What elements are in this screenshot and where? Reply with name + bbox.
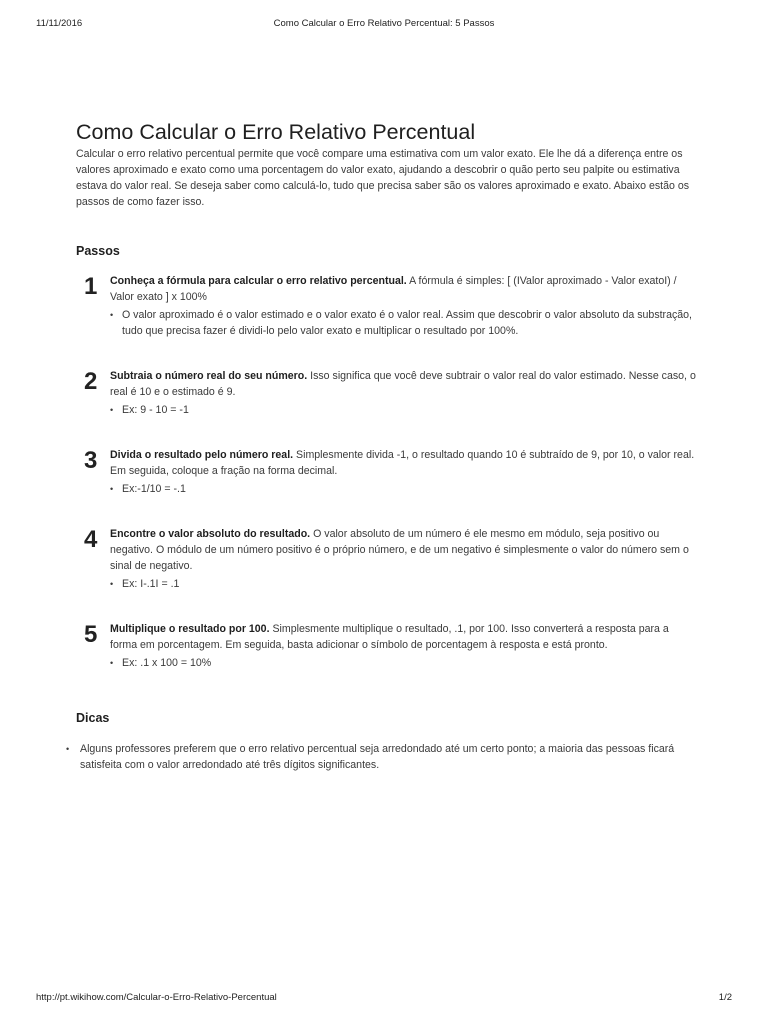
step-bullet: • Ex:-1/10 = -.1 bbox=[110, 481, 698, 497]
step bbox=[76, 273, 698, 339]
print-document-title: Como Calcular o Erro Relativo Percentual: 5 Passos bbox=[273, 18, 495, 29]
article-title: Como Calcular o Erro Relativo Percentual bbox=[76, 120, 476, 144]
step-bullets bbox=[110, 402, 698, 418]
step-description: Simplesmente divida -1, o resultado quando 10 é subtraído de 9, por 10, o valor real. Em seguida, coloque a fração na forma decimal. bbox=[110, 449, 695, 477]
tip-item: • Alguns professores preferem que o erro relativo percentual seja arredondado até um certo ponto; a maioria das pessoas ficará satisfeita com o valor arredondado até três dígitos significantes. bbox=[76, 741, 698, 773]
step-number: 4 bbox=[84, 526, 98, 553]
page-number: 1/2 bbox=[718, 992, 732, 1003]
article-intro: Calcular o erro relativo percentual permite que você compare uma estimativa com um valor exato. Ele lhe dá a diferença entre os valores aproximado e exato como uma porcentagem do valor exato, ajudando a descobrir o quão perto seu palpite ou estimativa estava do valor real. Se deseja saber como calculá-lo, tudo que precisa saber são os valores aproximado e exato. Abaixo estão os passos de como fazer isso. bbox=[76, 148, 690, 208]
step-text bbox=[110, 447, 698, 479]
step-summary: Subtraia o número real do seu número. bbox=[110, 370, 308, 382]
step-summary: Multiplique o resultado por 100. bbox=[110, 623, 270, 635]
steps-list bbox=[76, 273, 698, 671]
step-summary: Encontre o valor absoluto do resultado. bbox=[110, 528, 311, 540]
step-number: 3 bbox=[84, 447, 98, 474]
step bbox=[76, 526, 698, 592]
step bbox=[76, 368, 698, 418]
source-url: http://pt.wikihow.com/Calcular-o-Erro-Relativo-Percentual bbox=[36, 992, 277, 1003]
step-bullets bbox=[110, 655, 698, 671]
step-summary: Divida o resultado pelo número real. bbox=[110, 449, 294, 461]
step-text bbox=[110, 621, 698, 653]
step-text bbox=[110, 368, 698, 400]
step-bullets bbox=[110, 481, 698, 497]
step-description: A fórmula é simples: [ (IValor aproximado - Valor exatoI) / Valor exato ] x 100% bbox=[110, 275, 677, 303]
article bbox=[76, 118, 698, 773]
step-bullets bbox=[110, 576, 698, 592]
step-summary: Conheça a fórmula para calcular o erro relativo percentual. bbox=[110, 275, 407, 287]
step-description: O valor absoluto de um número é ele mesmo em módulo, seja positivo ou negativo. O módulo de um número positivo é o próprio número, e de um negativo é simplesmente o valor do número sem o sinal de negativo. bbox=[110, 528, 689, 572]
print-header bbox=[36, 18, 732, 32]
print-date: 11/11/2016 bbox=[36, 18, 83, 29]
step bbox=[76, 447, 698, 497]
step-text bbox=[110, 273, 698, 305]
step bbox=[76, 621, 698, 671]
step-number: 2 bbox=[84, 368, 98, 395]
step-description: Simplesmente multiplique o resultado, .1, por 100. Isso converterá a resposta para a forma em porcentagem. Em seguida, basta adicionar o símbolo de porcentagem à resposta e está pronto. bbox=[110, 623, 669, 651]
step-bullet: • Ex: I-.1I = .1 bbox=[110, 576, 698, 592]
step-bullet: • Ex: 9 - 10 = -1 bbox=[110, 402, 698, 418]
step-bullet: • O valor aproximado é o valor estimado e o valor exato é o valor real. Assim que descobrir o valor absoluto da substração, tudo que precisa fazer é dividi-lo pelo valor exato e multiplicar o resultado por 100%. bbox=[110, 307, 698, 339]
print-footer bbox=[36, 992, 732, 1006]
steps-heading: Passos bbox=[76, 244, 120, 258]
step-bullet: • Ex: .1 x 100 = 10% bbox=[110, 655, 698, 671]
step-bullets bbox=[110, 307, 698, 339]
tips-heading: Dicas bbox=[76, 711, 110, 725]
step-number: 1 bbox=[84, 273, 98, 300]
step-text bbox=[110, 526, 698, 574]
step-description: Isso significa que você deve subtrair o valor real do valor estimado. Nesse caso, o real é 10 e o estimado é 9. bbox=[110, 370, 696, 398]
tips-list bbox=[76, 741, 698, 773]
step-number: 5 bbox=[84, 621, 98, 648]
